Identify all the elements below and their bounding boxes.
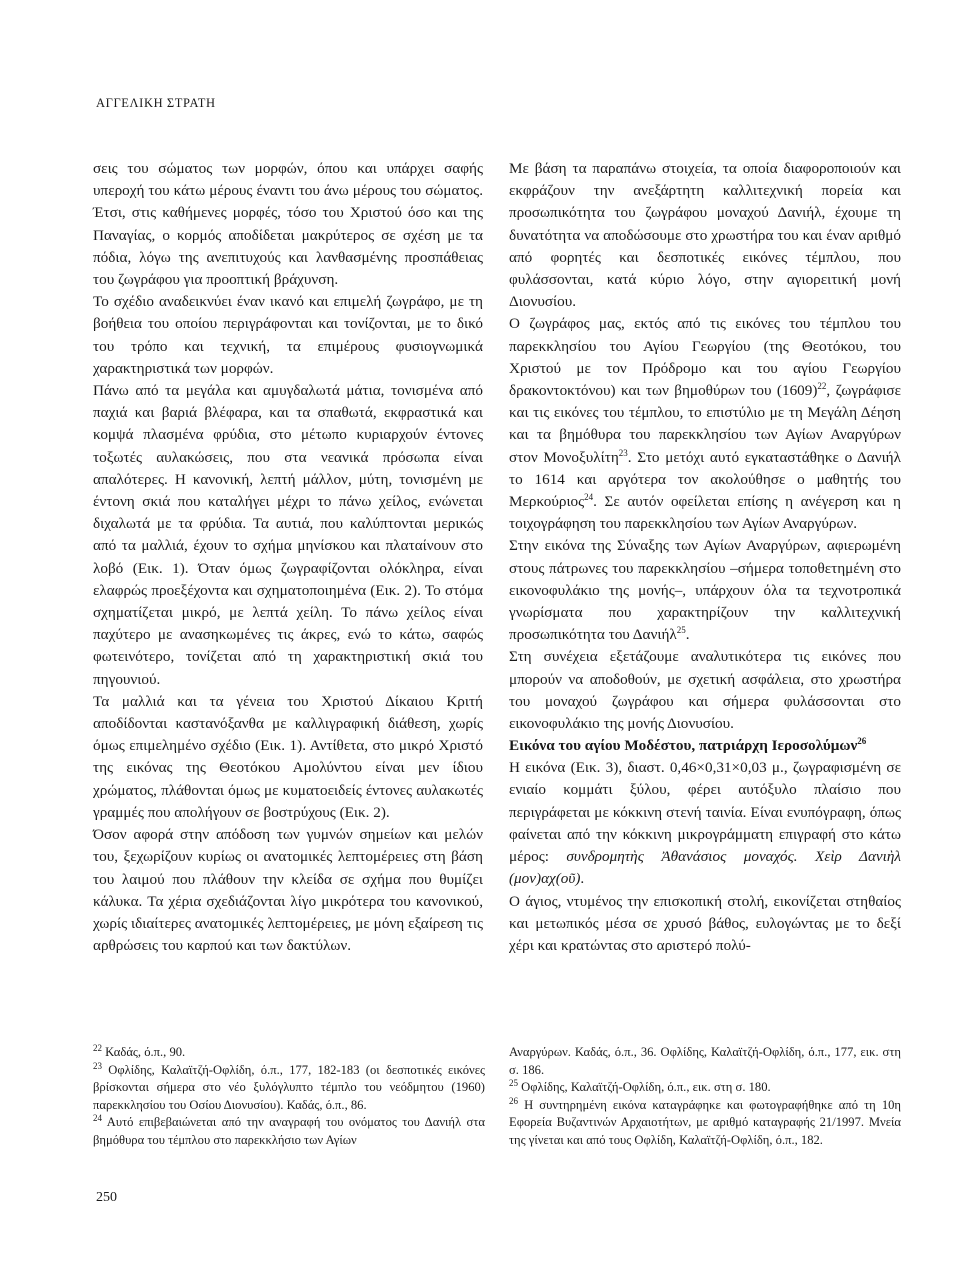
footnote-number: 22 — [93, 1042, 102, 1053]
footnote — [509, 1044, 901, 1079]
footnote-ref: 26 — [857, 736, 867, 747]
footnote — [509, 1079, 901, 1097]
text-run: . — [685, 626, 690, 644]
footnote-ref: 22 — [817, 380, 827, 391]
text-run: , ζωγράφισε και τις εικόνες του τέμπλου, το επιστύλιο με τη Μεγάλη Δέηση και τα βημόθυρα του παρεκκλησίου των Αγίων Αναργύρων στον Μονοξυλίτη — [509, 382, 901, 466]
heading-text: Εικόνα του αγίου Μοδέστου, πατριάρχη Ιεροσολύμων — [509, 737, 858, 755]
footnote-number: 26 — [509, 1095, 518, 1106]
paragraph: Όσον αφορά στην απόδοση των γυμνών σημείων και μελών του, ξεχωρίζουν κυρίως οι ανατομικές λεπτομέρειες στη βάση του λαιμού που πλάθουν την κλείδα σε σχήμα που θυμίζει κάλυκα. Τα χέρια σχεδιάζονται λίγο μικρότερα του κανονικού, χωρίς ιδιαίτερες ανατομικές λεπτομέρειες, με μόνη εξαίρεση τις αρθρώσεις του καρπού και των δακτύλων. — [93, 826, 483, 955]
footnote-text: Αναργύρων. Καδάς, ό.π., 36. Οφλίδης, Καλαϊτζή-Οφλίδη, ό.π., 177, εικ. στη σ. 186. — [509, 1045, 901, 1077]
text-run: Η εικόνα (Εικ. 3), διαστ. 0,46×0,31×0,03 μ., ζωγραφισμένη σε ενιαίο κομμάτι ξύλου, φέρει αυτόξυλο πλαίσιο που περιγράφεται με κόκκινη στενή ταινία. Είναι ενυπόγραφη, όπως φαίνεται από την κόκκινη μικρογράμματη επιγραφή στο κάτω μέρος: — [509, 759, 901, 866]
footnote-text: Οφλίδης, Καλαϊτζή-Οφλίδη, ό.π., 177, 182-183 (οι δεσποτικές εικόνες βρίσκονται σήμερα στο νέο ξυλόγλυπτο τέμπλο του νεόδμητου (1960) παρεκκλησίου του Οσίου Διονυσίου). Καδάς, ό.π., 86. — [93, 1062, 485, 1112]
right-column — [509, 158, 901, 957]
text-run: . — [580, 870, 585, 888]
section-heading — [509, 735, 901, 757]
footnote-text: Οφλίδης, Καλαϊτζή-Οφλίδη, ό.π., εικ. στη σ. 180. — [521, 1080, 771, 1095]
footnote-number: 25 — [509, 1078, 518, 1088]
footnote — [93, 1062, 485, 1115]
left-column — [93, 158, 483, 957]
footnote-ref: 25 — [676, 625, 686, 636]
footnote-ref: 24 — [584, 491, 594, 502]
paragraph: Πάνω από τα μεγάλα και αμυγδαλωτά μάτια, τονισμένα από παχιά και βαριά βλέφαρα, και τα σπαθωτά, εκφραστικά και κομψά πλασμένα φρύδια, στο μέτωπο κυριαρχούν έντονες τοξωτές αυλακώσεις, που στα νεανικά πρόσωπα είναι απαλότερες. Η κανονική, λεπτή μάλλον, μύτη, τονισμένη με έντονη σκιά που καταλήγει μέχρι το πάνω χείλος, ενώνεται διχαλωτά με τα φρύδια. Τα αυτιά, που καλύπτονται μερικώς από τα μαλλιά, έχουν το σχήμα μηνίσκου και πλαταίνουν στο λοβό (Εικ. 1). Όταν όμως ζωγραφίζονται ολόκληρα, είναι ελαφρώς προεξέχοντα και σχηματοποιημένα (Εικ. 2). Το στόμα σχηματίζεται μικρό, με λεπτά χείλη. Το πάνω χείλος είναι παχύτερο με ανασηκωμένες τις άκρες, ενώ το κάτω, σαφώς φωτεινότερο, τονίζεται από τη χαρακτηριστική σκιά του πηγουνιού. — [93, 382, 483, 688]
paragraph: σεις του σώματος των μορφών, όπου και υπάρχει σαφής υπεροχή του κάτω μέρους έναντι του άνω μέρους του σώματος. Έτσι, στις καθήμενες μορφές, τόσο του Χριστού όσο και της Παναγίας, ο κορμός αποδίδεται μακρύτερος σε σχέση με τα πόδια, λόγω της ανεπιτυχούς και λανθασμένης προσπάθειας του ζωγράφου για προοπτική βράχυνση. — [93, 160, 483, 289]
text-run: . Σε αυτόν οφείλεται επίσης η ανέγερση και η τοιχογράφηση του παρεκκλησίου των Αγίων Αναργύρων. — [509, 493, 901, 533]
paragraph: Ο άγιος, ντυμένος την επισκοπική στολή, εικονίζεται στηθαίος και μετωπικός μέσα σε χρυσό βάθος, ευλογώντας με το δεξί χέρι και κρατώντας στο αριστερό πολύ- — [509, 892, 901, 954]
inscription-text: συνδρομητὴς Ἀθανάσιος μοναχός. Χεὶρ Δανιὴλ (μον)αχ(οῦ) — [509, 848, 901, 888]
paragraph — [509, 313, 901, 535]
paragraph: Το σχέδιο αναδεικνύει έναν ικανό και επιμελή ζωγράφο, με τη βοήθεια του οποίου περιγράφονται και τονίζονται, με το δικό του τρόπο και τεχνική, τα επιμέρους φυσιογνωμικά χαρακτηριστικά των μορφών. — [93, 293, 483, 377]
paragraph: Στη συνέχεια εξετάζουμε αναλυτικότερα τις εικόνες που μπορούν να αποδοθούν, με σχετική ασφάλεια, στο χρωστήρα του μοναχού ζωγράφου και σήμερα φυλάσσονται στο εικονοφυλάκιο της μονής Διονυσίου. — [509, 648, 901, 733]
footnotes-left — [93, 1044, 485, 1150]
text-run: . Στο μετόχι αυτό εγκαταστάθηκε ο Δανιήλ το 1614 και αργότερα τον ακολούθησε ο μαθητής του Μερκούριος — [509, 448, 901, 511]
paragraph: Με βάση τα παραπάνω στοιχεία, τα οποία διαφοροποιούν και εκφράζουν την ανεξάρτητη καλλιτεχνική πορεία και προσωπικότητα του ζωγράφου μοναχού Δανιήλ, έχουμε τη δυνατότητα να αποδώσουμε στο χρωστήρα του και έναν αριθμό από φορητές και δεσποτικές εικόνες τέμπλου, που φυλάσσονται, κατά κύριο λόγο, στην αγιορειτική μονή Διονυσίου. — [509, 160, 901, 311]
text-run: Ο ζωγράφος μας, εκτός από τις εικόνες του τέμπλου του παρεκκλησίου του Αγίου Γεωργίου (της Θεοτόκου, του Χριστού με τον Πρόδρομο και του αγίου Γεωργίου δρακοντοκτόνου) και των βημοθύρων του (1609) — [509, 315, 901, 400]
footnote-number: 24 — [93, 1113, 102, 1124]
footnote-number: 23 — [93, 1060, 102, 1071]
footnote-ref: 23 — [618, 447, 628, 458]
running-head: ΑΓΓΕΛΙΚΗ ΣΤΡΑΤΗ — [96, 96, 216, 110]
text-run: Στην εικόνα της Σύναξης των Αγίων Αναργύρων, αφιερωμένη στους πάτρωνες του παρεκκλησίου –σήμερα τοποθετημένη στο εικονοφυλάκιο της μονής–, υπάρχουν όλα τα τεχνοτροπικά γνωρίσματα που χαρακτηρίζουν την καλλιτεχνική προσωπικότητα του Δανιήλ — [509, 537, 901, 644]
footnote-text: Καδάς, ό.π., 90. — [105, 1045, 186, 1059]
paragraph — [509, 757, 901, 890]
footnotes-right — [509, 1044, 901, 1150]
footnote — [93, 1044, 485, 1062]
footnote-text: Η συντηρημένη εικόνα καταγράφηκε και φωτογραφήθηκε από τη 10η Εφορεία Βυζαντινών Αρχαιοτήτων, με αριθμό καταγραφής 21/1997. Μνεία της γίνεται και από τους Οφλίδη, Καλαϊτζή-Οφλίδη, ό.π., 182. — [509, 1097, 901, 1147]
footnote — [93, 1114, 485, 1149]
paragraph: Τα μαλλιά και τα γένεια του Χριστού Δίκαιου Κριτή αποδίδονται καστανόξανθα με καλλιγραφική διάθεση, χωρίς όμως επιμελημένο σχέδιο (Εικ. 1). Αντίθετα, στο μικρό Χριστό της εικόνας της Θεοτόκου Αμολύντου είναι μεν ίδιου χρώματος, πλάθονται όμως με κυματοειδείς έντονες αυλακωτές γραμμές που απολήγουν σε βοστρύχους (Εικ. 2). — [93, 692, 483, 821]
page-number: 250 — [96, 1190, 117, 1205]
paragraph — [509, 535, 901, 646]
footnote — [509, 1097, 901, 1150]
footnote-text: Αυτό επιβεβαιώνεται από την αναγραφή του ονόματος του Δανιήλ στα βημόθυρα του τέμπλου στο παρεκκλήσιο των Αγίων — [93, 1115, 485, 1147]
